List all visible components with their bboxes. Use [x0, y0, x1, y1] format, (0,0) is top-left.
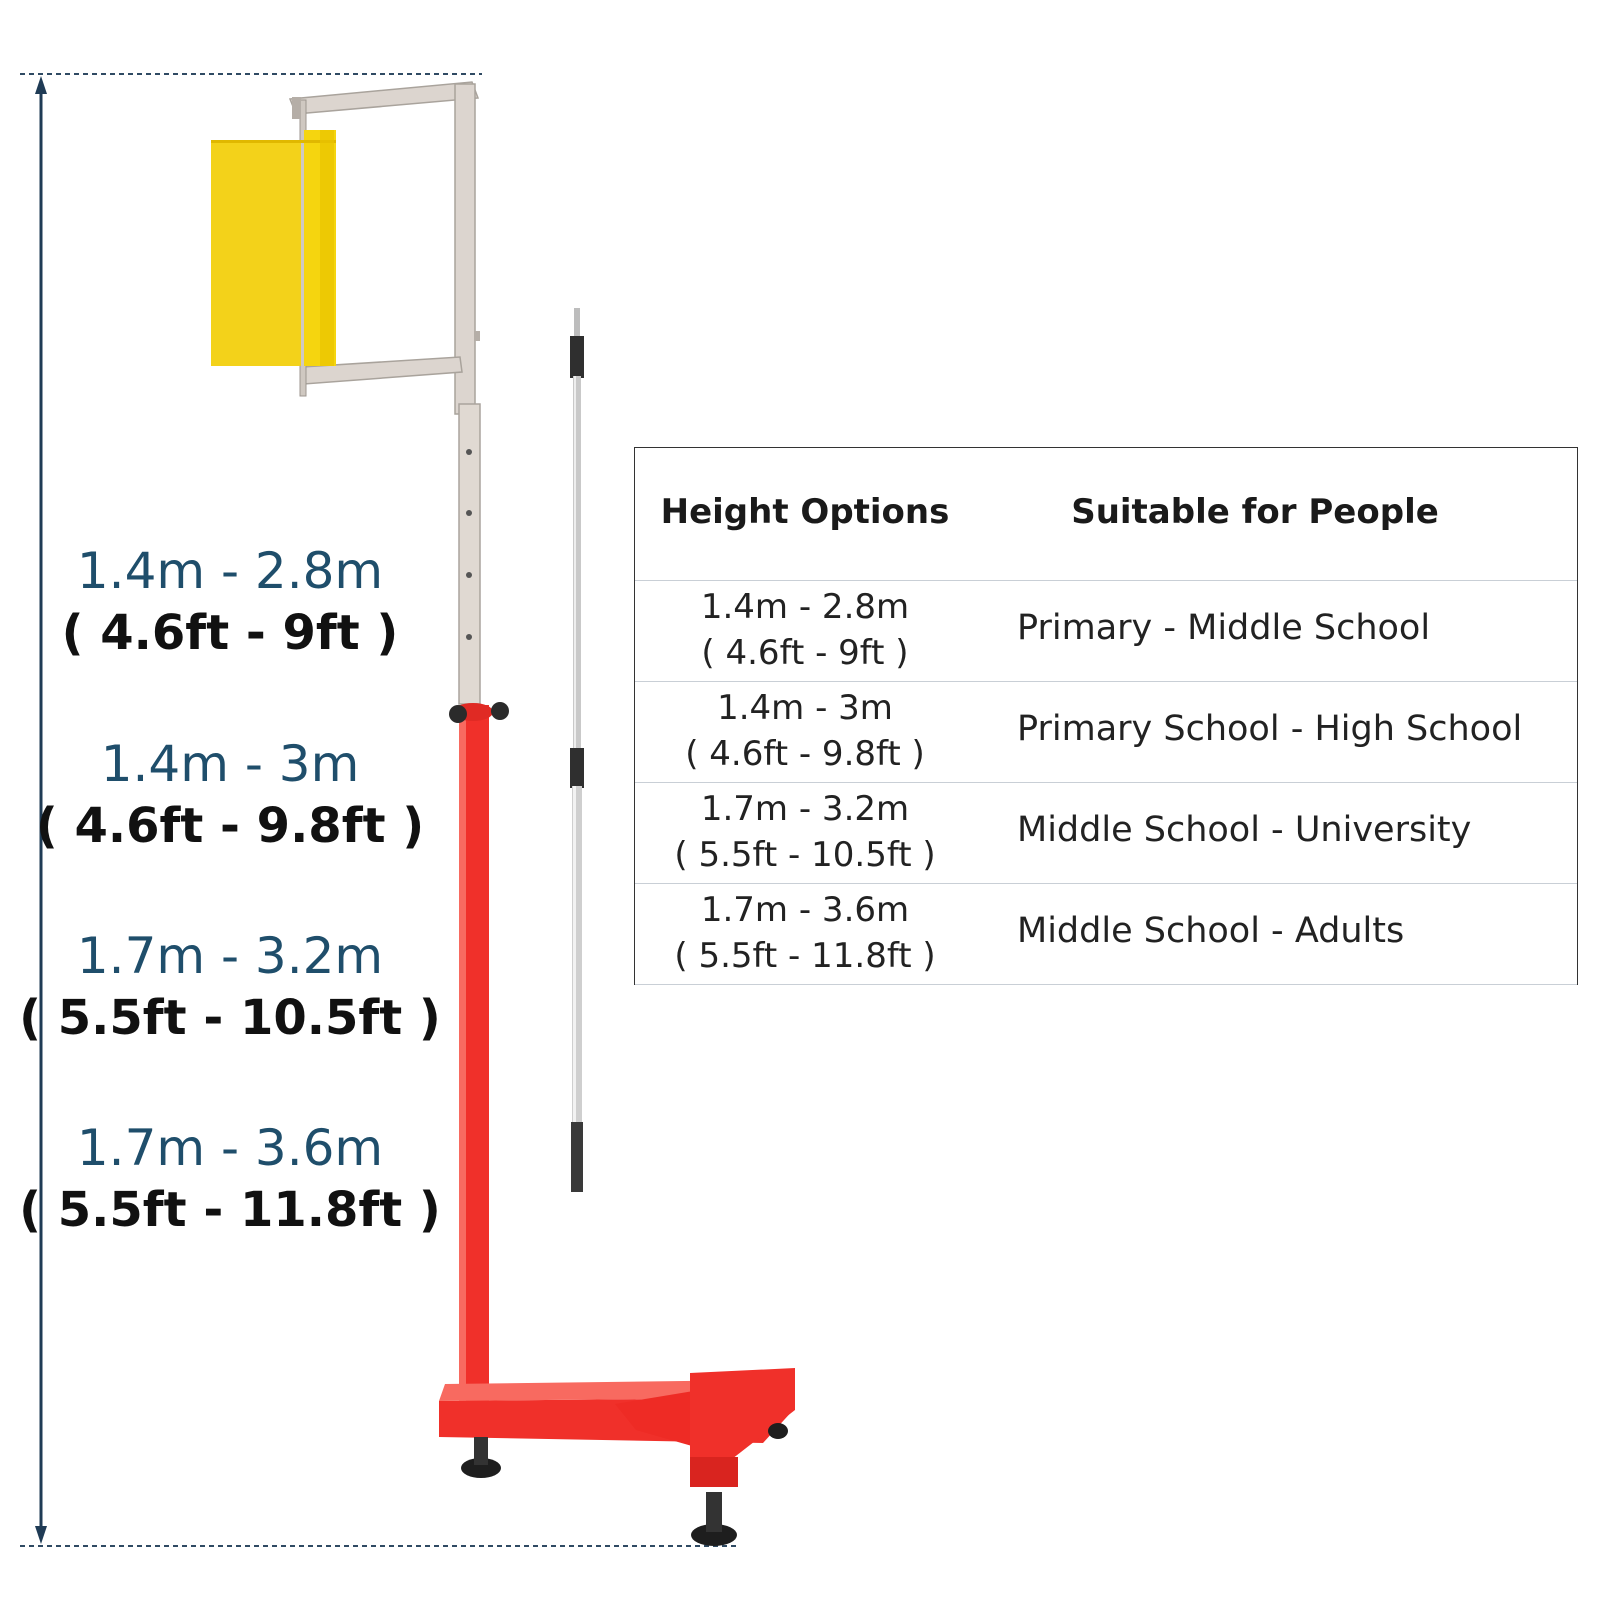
height-option-cell — [645, 584, 965, 676]
range-metric: 1.7m - 3.2m — [76, 927, 384, 985]
option-imperial: ( 4.6ft - 9.8ft ) — [685, 734, 925, 774]
telescopic-pole — [570, 308, 584, 1192]
height-options-table — [634, 447, 1578, 985]
yellow-vanes — [211, 130, 336, 366]
table-row — [635, 580, 1577, 682]
table-row — [635, 681, 1577, 783]
height-option-cell — [645, 786, 965, 878]
option-imperial: ( 5.5ft - 11.8ft ) — [674, 936, 936, 976]
header-suitable-for-people: Suitable for People — [1071, 492, 1439, 532]
range-metric: 1.4m - 2.8m — [76, 542, 384, 600]
option-metric: 1.7m - 3.2m — [700, 789, 910, 829]
range-imperial: ( 5.5ft - 11.8ft ) — [19, 1182, 441, 1238]
height-option-cell — [645, 685, 965, 777]
option-metric: 1.4m - 2.8m — [700, 587, 910, 627]
height-range-4 — [0, 1117, 470, 1241]
suitable-people-cell: Primary - Middle School — [1017, 608, 1431, 648]
suitable-people-cell: Primary School - High School — [1017, 709, 1523, 749]
option-imperial: ( 4.6ft - 9ft ) — [701, 633, 909, 673]
option-metric: 1.7m - 3.6m — [700, 890, 910, 930]
range-imperial: ( 4.6ft - 9.8ft ) — [35, 798, 425, 854]
table-row — [635, 883, 1577, 985]
height-range-2 — [0, 733, 470, 857]
range-metric: 1.4m - 3m — [100, 735, 360, 793]
table-row — [635, 782, 1577, 884]
height-option-cell — [645, 887, 965, 979]
range-imperial: ( 4.6ft - 9ft ) — [61, 605, 399, 661]
option-imperial: ( 5.5ft - 10.5ft ) — [674, 835, 936, 875]
suitable-people-cell: Middle School - University — [1017, 810, 1472, 850]
option-metric: 1.4m - 3m — [717, 688, 893, 728]
table-header — [635, 448, 1577, 581]
height-range-3 — [0, 925, 470, 1049]
range-imperial: ( 5.5ft - 10.5ft ) — [19, 990, 441, 1046]
header-height-options: Height Options — [660, 492, 950, 532]
suitable-people-cell: Middle School - Adults — [1017, 911, 1405, 951]
height-range-1 — [0, 540, 470, 664]
range-metric: 1.7m - 3.6m — [76, 1119, 384, 1177]
